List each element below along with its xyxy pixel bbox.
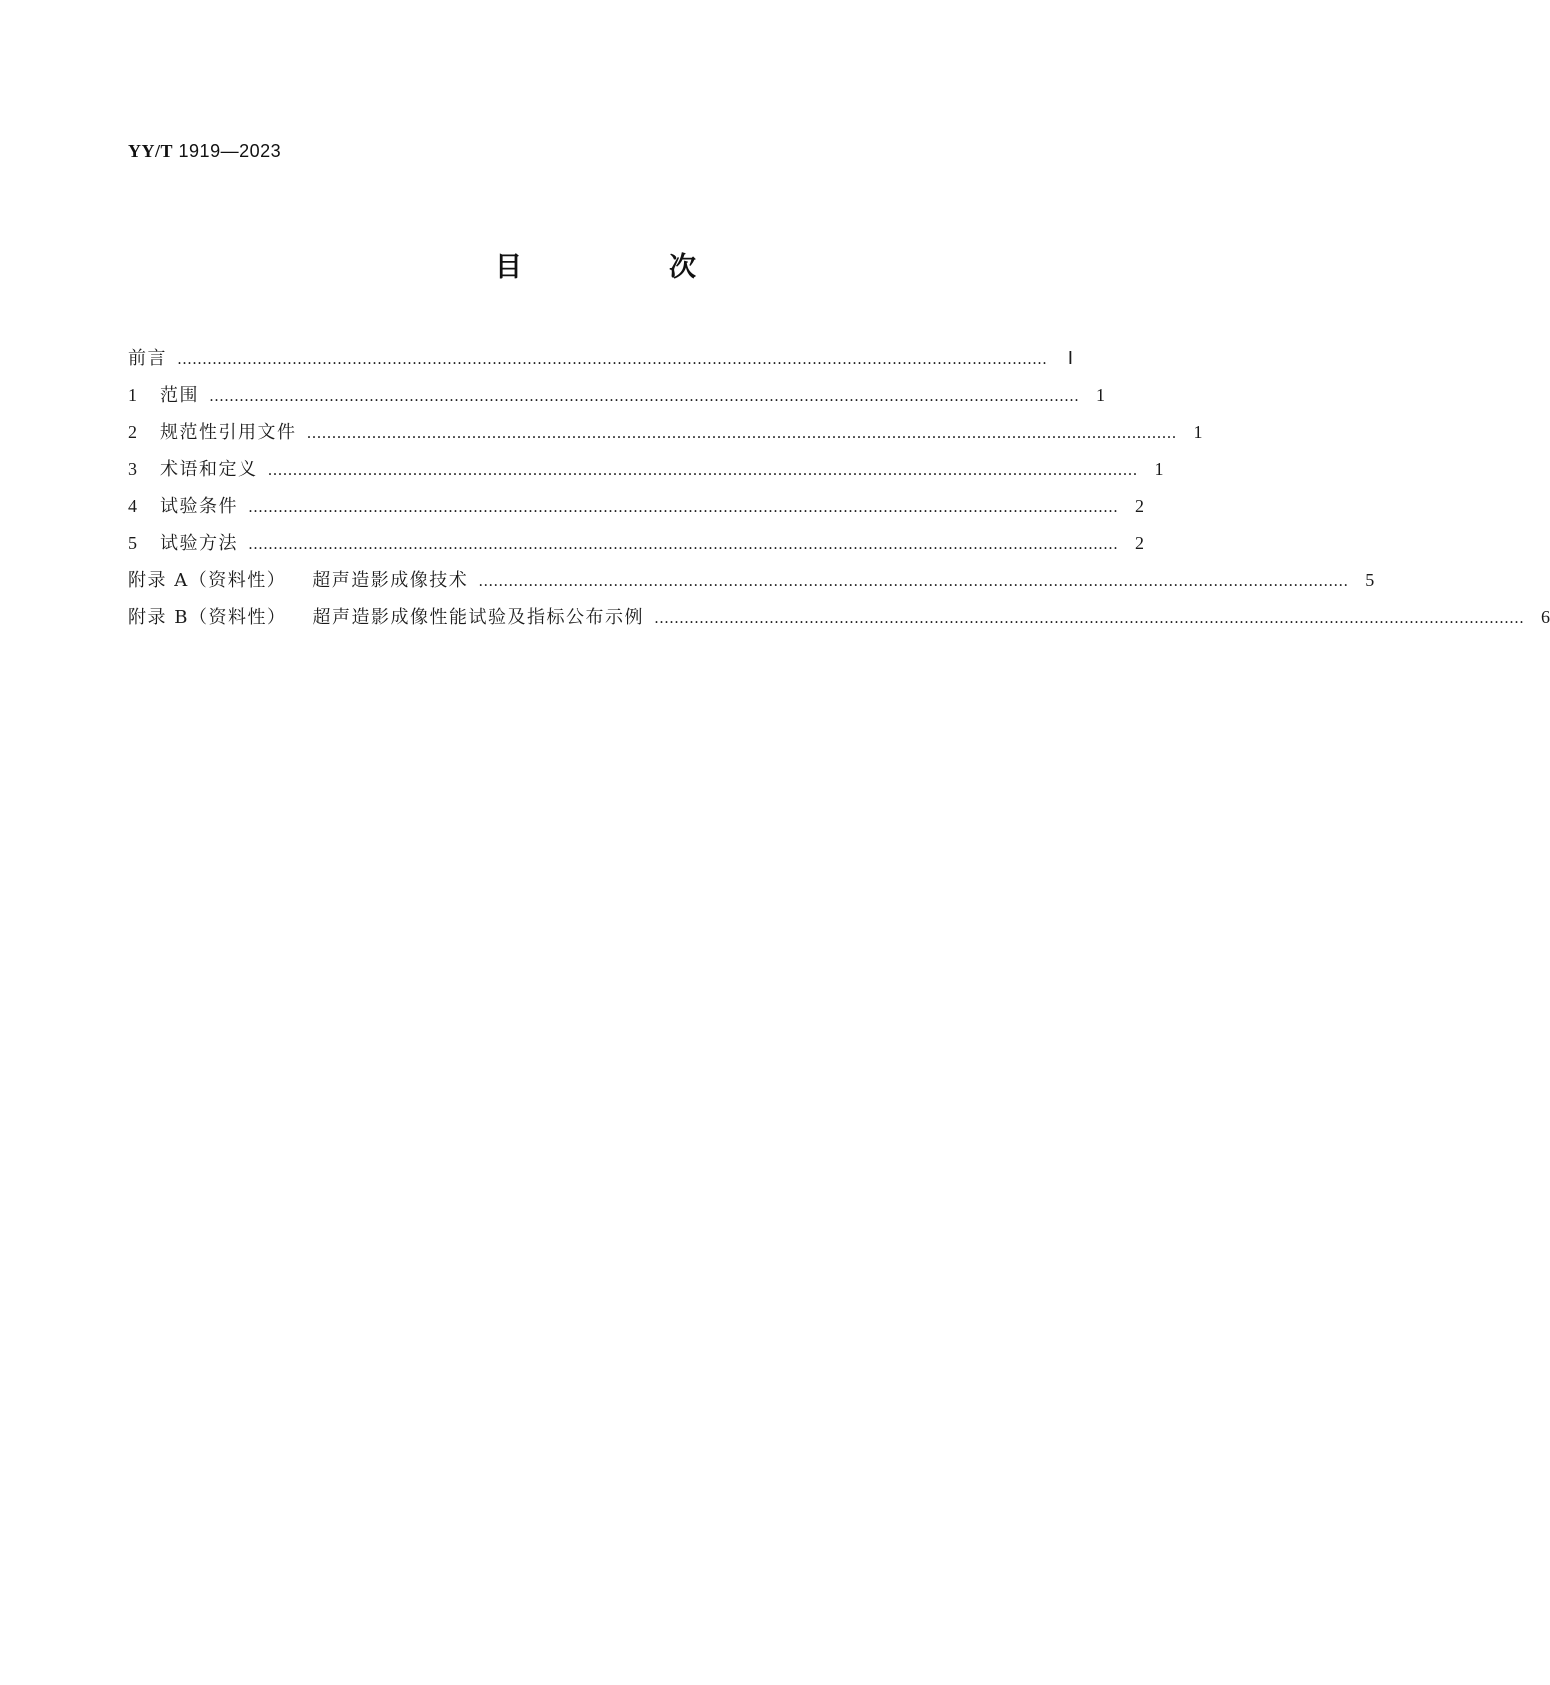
- toc-section-number: 5: [128, 533, 137, 553]
- toc-leader-dots: …………………………………………………………………………………………………………………………………………………………: [653, 609, 1524, 627]
- toc-entry-test-conditions[interactable]: [128, 488, 1144, 525]
- standard-code-prefix: YY/T: [128, 141, 174, 161]
- toc-entry-scope[interactable]: [128, 377, 1105, 414]
- toc-page-number: 2: [1135, 533, 1144, 553]
- toc-entry-label: 规范性引用文件: [160, 422, 297, 443]
- toc-entry-label: 术语和定义: [160, 459, 258, 480]
- toc-section-number: 2: [128, 422, 137, 442]
- toc-page-number: 1: [1193, 422, 1203, 442]
- toc-leader-dots: …………………………………………………………………………………………………………………………………………………………: [209, 387, 1079, 405]
- toc-entry-foreword[interactable]: [128, 340, 1073, 377]
- toc-entry-label: 前言: [128, 348, 167, 369]
- table-of-contents: [128, 340, 1550, 636]
- page-title: 目 次: [495, 252, 756, 283]
- toc-page-number: 5: [1365, 570, 1375, 590]
- toc-leader-dots: …………………………………………………………………………………………………………………………………………………………: [478, 572, 1349, 590]
- toc-entry-test-methods[interactable]: [128, 525, 1144, 562]
- toc-entry-annex-a[interactable]: [128, 562, 1375, 599]
- toc-leader-dots: …………………………………………………………………………………………………………………………………………………………: [248, 535, 1118, 553]
- toc-leader-dots: …………………………………………………………………………………………………………………………………………………………: [177, 350, 1047, 368]
- toc-annex-title: 超声造影成像技术: [312, 570, 469, 591]
- toc-entry-label: [128, 562, 468, 599]
- toc-page-number: 1: [1154, 459, 1164, 479]
- toc-annex-designation: 附录 A（资料性）: [128, 570, 287, 591]
- toc-entry-label: 试验方法: [160, 533, 238, 554]
- toc-section-number: 1: [128, 385, 137, 405]
- standard-code: [128, 141, 281, 162]
- toc-page-number: 6: [1540, 607, 1550, 627]
- toc-leader-dots: …………………………………………………………………………………………………………………………………………………………: [306, 424, 1177, 442]
- toc-page-number: Ⅰ: [1067, 348, 1073, 368]
- toc-page-number: 1: [1096, 385, 1105, 405]
- toc-entry-label: 试验条件: [160, 496, 238, 517]
- toc-leader-dots: …………………………………………………………………………………………………………………………………………………………: [267, 461, 1138, 479]
- toc-entry-label: [128, 599, 644, 636]
- toc-entry-terms-definitions[interactable]: [128, 451, 1164, 488]
- toc-annex-title: 超声造影成像性能试验及指标公布示例: [312, 607, 644, 628]
- toc-entry-label: 范围: [160, 385, 199, 406]
- toc-entry-annex-b[interactable]: [128, 599, 1550, 636]
- toc-entry-normative-references[interactable]: [128, 414, 1203, 451]
- standard-code-number: 1919—2023: [178, 141, 282, 161]
- toc-section-number: 3: [128, 459, 137, 479]
- toc-page-number: 2: [1135, 496, 1144, 516]
- toc-leader-dots: …………………………………………………………………………………………………………………………………………………………: [248, 498, 1118, 516]
- toc-section-number: 4: [128, 496, 137, 516]
- toc-annex-designation: 附录 B（资料性）: [128, 607, 287, 628]
